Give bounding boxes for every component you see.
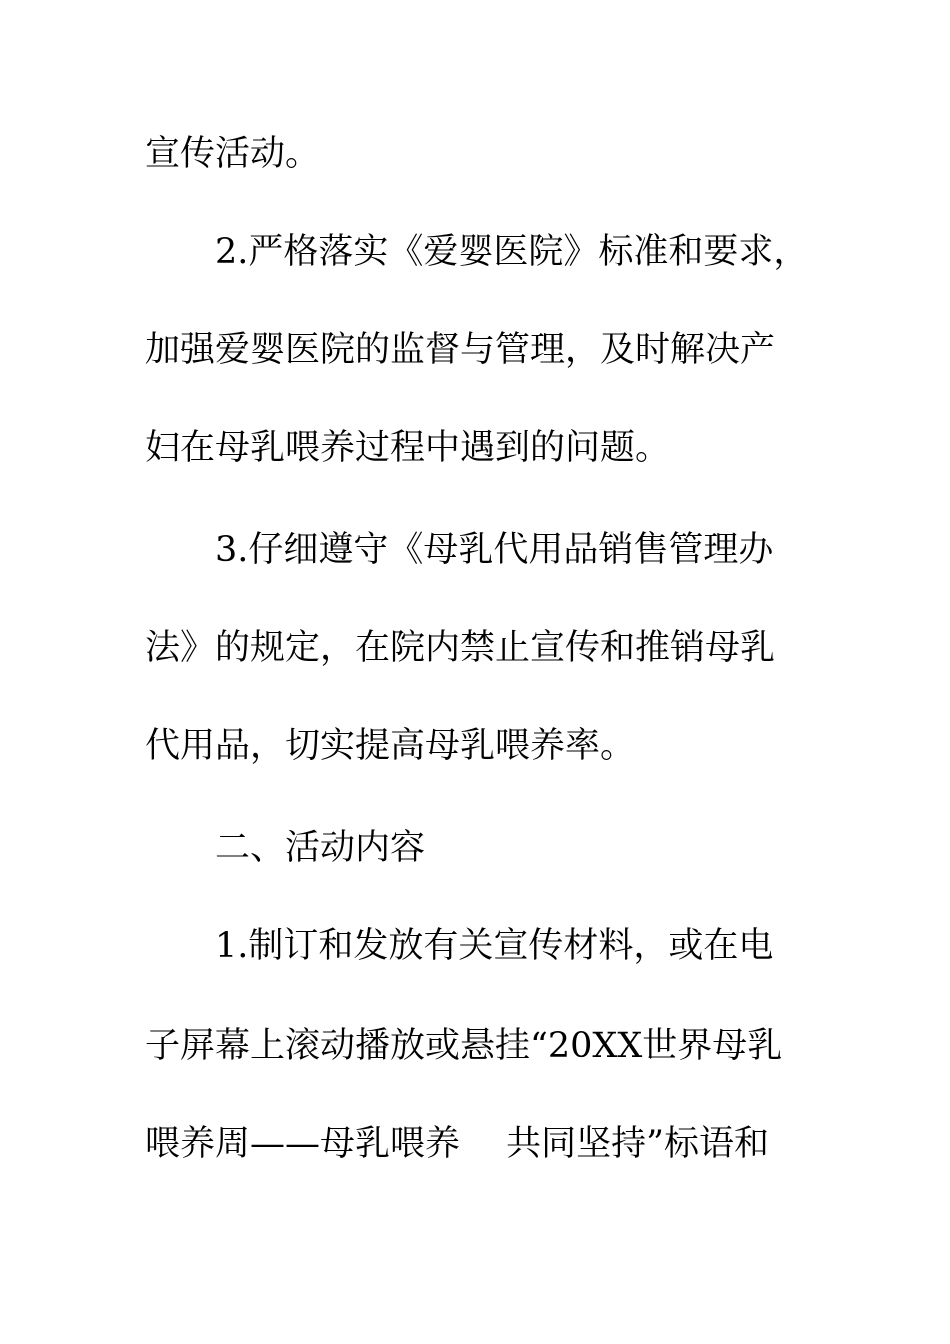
section-heading: 二、活动内容 xyxy=(215,828,426,868)
paragraph-line: 宣传活动。 xyxy=(145,134,321,174)
paragraph-line: 子屏幕上滚动播放或悬挂“20XX世界母乳 xyxy=(145,1026,783,1066)
paragraph-line: 2.严格落实《爱婴医院》标准和要求， xyxy=(215,232,809,272)
paragraph-line: 法》的规定，在院内禁止宣传和推销母乳 xyxy=(145,628,776,668)
paragraph-line: 3.仔细遵守《母乳代用品销售管理办 xyxy=(215,530,774,570)
paragraph-line: 1.制订和发放有关宣传材料，或在电 xyxy=(215,926,774,966)
paragraph-line: 喂养周——母乳喂养 共同坚持”标语和 xyxy=(145,1124,770,1164)
paragraph-line: 加强爱婴医院的监督与管理，及时解决产 xyxy=(145,330,776,370)
paragraph-line: 代用品，切实提高母乳喂养率。 xyxy=(145,726,636,766)
paragraph-line: 妇在母乳喂养过程中遇到的问题。 xyxy=(145,428,671,468)
